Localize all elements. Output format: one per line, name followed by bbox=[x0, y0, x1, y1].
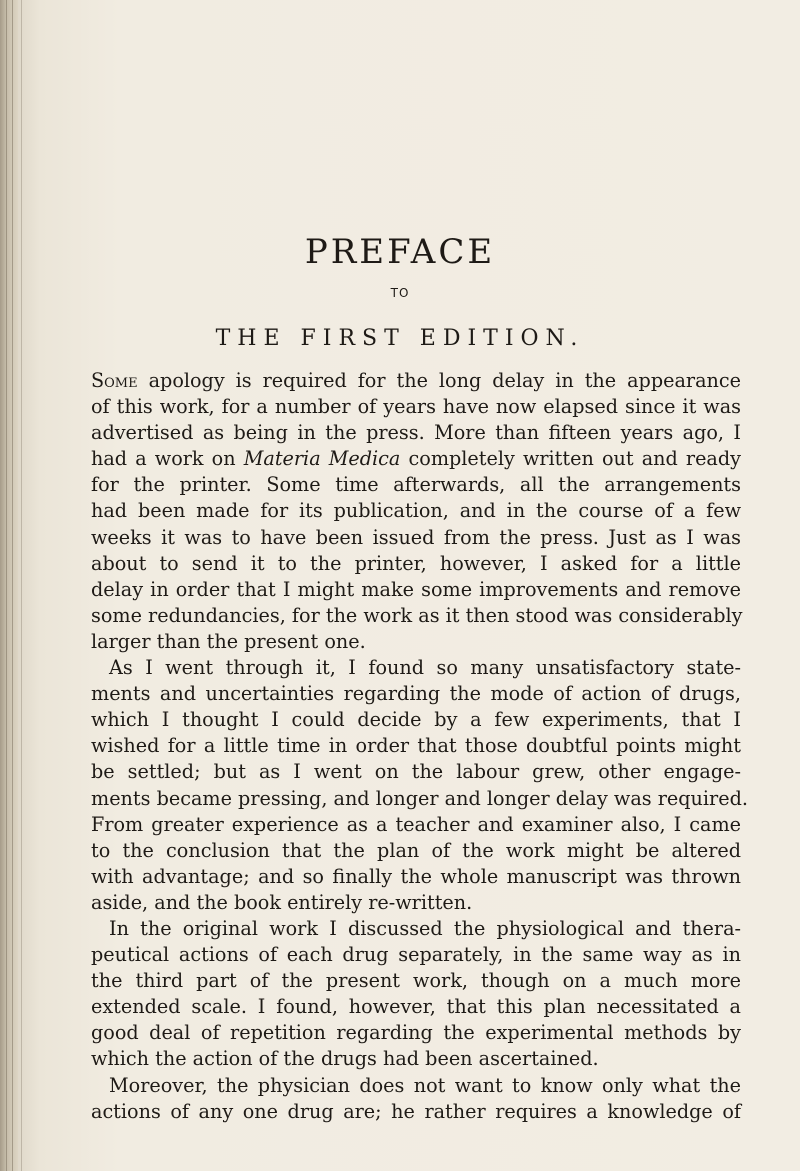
text-line: extended scale. I found, however, that this plan necessitated a bbox=[91, 995, 741, 1019]
gutter-edge-line bbox=[21, 0, 22, 1171]
italic-term: Materia Medica bbox=[243, 447, 401, 471]
text-line: aside, and the book entirely re-written. bbox=[91, 890, 473, 914]
text-line: In the original work I discussed the physiological and thera- bbox=[109, 916, 741, 940]
text-line: weeks it was to have been issued from the press. Just as I was bbox=[91, 525, 741, 549]
text-line: Moreover, the physician does not want to know only what the bbox=[109, 1073, 741, 1097]
text-line: be settled; but as I went on the labour grew, other engage- bbox=[91, 760, 741, 784]
text-line: advertised as being in the press. More than fifteen years ago, I bbox=[91, 421, 741, 445]
text-line: larger than the present one. bbox=[91, 629, 366, 653]
page-title: PREFACE bbox=[304, 232, 496, 272]
text-line: of this work, for a number of years have now elapsed since it was bbox=[91, 395, 741, 419]
text-line bbox=[91, 368, 741, 394]
text-line: some redundancies, for the work as it then stood was considerably bbox=[91, 603, 743, 627]
text-line: for the printer. Some time afterwards, all the arrangements bbox=[91, 473, 741, 497]
text-line: wished for a little time in order that those doubtful points might bbox=[91, 734, 741, 758]
text-line: about to send it to the printer, however, I asked for a little bbox=[91, 551, 741, 575]
text-line: with advantage; and so finally the whole manuscript was thrown bbox=[91, 864, 741, 888]
text-line: delay in order that I might make some improvements and remove bbox=[91, 577, 741, 601]
text-line: peutical actions of each drug separately, in the same way as in bbox=[91, 943, 741, 967]
page-subtitle: THE FIRST EDITION. bbox=[215, 326, 585, 351]
line-text: had a work on bbox=[91, 447, 236, 471]
gutter-edge-line bbox=[6, 0, 7, 1171]
text-line: ments became pressing, and longer and longer delay was required. bbox=[91, 786, 748, 810]
gutter-edge-line bbox=[12, 0, 13, 1171]
text-line bbox=[91, 446, 741, 472]
text-line: As I went through it, I found so many unsatisfactory state- bbox=[109, 656, 741, 680]
text-line: which I thought I could decide by a few experiments, that I bbox=[91, 708, 741, 732]
text-line: which the action of the drugs had been ascertained. bbox=[91, 1047, 599, 1071]
line-text: apology is required for the long delay in the appearance bbox=[148, 369, 741, 392]
page-gutter-shadow bbox=[0, 0, 18, 1171]
line-text: completely written out and ready bbox=[408, 447, 741, 471]
preface-body bbox=[91, 368, 748, 1125]
drop-word: Some bbox=[91, 369, 138, 392]
text-line: the third part of the present work, though on a much more bbox=[91, 969, 741, 993]
text-line: good deal of repetition regarding the experimental methods by bbox=[91, 1021, 741, 1045]
title-connector: TO bbox=[390, 286, 410, 300]
text-line: From greater experience as a teacher and examiner also, I came bbox=[91, 812, 741, 836]
text-line: ments and uncertainties regarding the mode of action of drugs, bbox=[91, 682, 741, 706]
text-line: actions of any one drug are; he rather requires a knowledge of bbox=[91, 1099, 741, 1123]
text-line: to the conclusion that the plan of the work might be altered bbox=[91, 838, 741, 862]
text-line: had been made for its publication, and in the course of a few bbox=[91, 499, 741, 523]
